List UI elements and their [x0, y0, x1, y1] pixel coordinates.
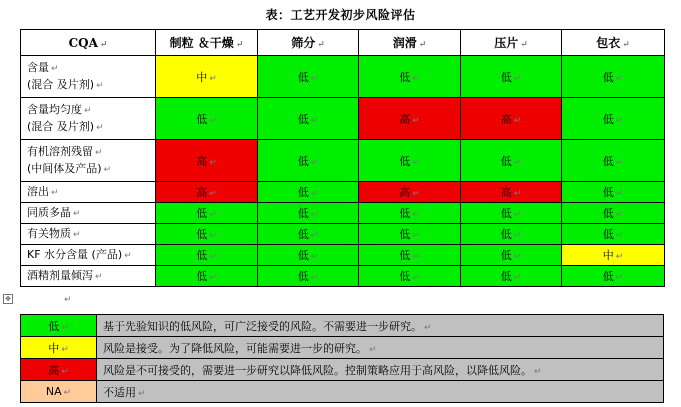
cqa-label: 有机溶剂残留 ↵	[27, 144, 103, 158]
legend-key: 中 ↵	[21, 337, 97, 359]
risk-level-cell: 低 ↵	[156, 224, 258, 245]
risk-level-cell: 低 ↵	[562, 203, 665, 224]
table-row	[21, 182, 665, 203]
legend-row	[21, 359, 664, 381]
risk-level-cell: 低 ↵	[258, 224, 359, 245]
risk-level-cell: 低 ↵	[156, 98, 258, 140]
risk-level-cell: 低 ↵	[258, 266, 359, 287]
cqa-label: 酒精剂量倾泻 ↵	[27, 268, 103, 282]
cqa-label: 有关物质 ↵	[27, 226, 81, 240]
cqa-label: KF 水分含量 (产品) ↵	[27, 247, 132, 261]
header-step: 压片 ↵	[461, 30, 562, 56]
legend-row	[21, 337, 664, 359]
risk-level-cell: 低 ↵	[461, 56, 562, 98]
cqa-label: 溶出 ↵	[27, 184, 59, 198]
legend-row	[21, 381, 664, 403]
cqa-cell	[21, 245, 156, 266]
legend-description: 基于先验知识的低风险，可广泛接受的风险。不需要进一步研究。 ↵	[97, 315, 664, 337]
risk-level-cell: 低 ↵	[156, 245, 258, 266]
risk-level-cell: 低 ↵	[461, 245, 562, 266]
risk-level-cell: 低 ↵	[258, 182, 359, 203]
risk-level-cell: 低 ↵	[562, 266, 665, 287]
legend-key: 高 ↵	[21, 359, 97, 381]
risk-level-cell: 低 ↵	[359, 56, 461, 98]
legend-description: 风险是接受。为了降低风险，可能需要进一步的研究。 ↵	[97, 337, 664, 359]
table-row	[21, 203, 665, 224]
cqa-cell	[21, 224, 156, 245]
risk-level-cell: 低 ↵	[258, 245, 359, 266]
risk-level-cell: 中 ↵	[156, 56, 258, 98]
header-step: 包衣 ↵	[562, 30, 665, 56]
legend-description: 风险是不可接受的，需要进一步研究以降低风险。控制策略应用于高风险，以降低风险。 ↵	[97, 359, 664, 381]
cqa-label: 含量均匀度 ↵	[27, 102, 92, 116]
risk-level-cell: 低 ↵	[156, 266, 258, 287]
cqa-cell	[21, 182, 156, 203]
cqa-label: (中间体及产品) ↵	[27, 161, 112, 175]
risk-level-cell: 高 ↵	[461, 98, 562, 140]
paragraph-mark: ↵	[64, 295, 72, 305]
risk-level-cell: 低 ↵	[359, 203, 461, 224]
table-row	[21, 98, 665, 140]
risk-level-cell: 高 ↵	[461, 182, 562, 203]
risk-level-cell: 低 ↵	[359, 224, 461, 245]
risk-level-cell: 低 ↵	[258, 56, 359, 98]
risk-level-cell: 低 ↵	[461, 140, 562, 182]
table-header-row	[21, 30, 665, 56]
cqa-label: 含量 ↵	[27, 60, 59, 74]
legend-row	[21, 315, 664, 337]
risk-level-cell: 低 ↵	[461, 266, 562, 287]
page-title: 表：工艺开发初步风险评估	[265, 8, 416, 22]
cqa-cell	[21, 203, 156, 224]
cqa-cell	[21, 266, 156, 287]
risk-level-cell: 中 ↵	[562, 245, 665, 266]
risk-level-cell: 低 ↵	[258, 98, 359, 140]
risk-level-cell: 低 ↵	[258, 203, 359, 224]
risk-level-cell: 低 ↵	[562, 224, 665, 245]
risk-level-cell: 高 ↵	[156, 182, 258, 203]
risk-level-cell: 低 ↵	[359, 140, 461, 182]
risk-level-cell: 低 ↵	[562, 98, 665, 140]
legend-description: 不适用 ↵	[97, 381, 664, 403]
risk-level-cell: 低 ↵	[156, 203, 258, 224]
table-row	[21, 266, 665, 287]
risk-level-cell: 低 ↵	[359, 245, 461, 266]
cqa-cell	[21, 56, 156, 98]
header-cqa: CQA ↵	[21, 30, 156, 56]
table-row	[21, 140, 665, 182]
cqa-cell	[21, 140, 156, 182]
legend-key: NA ↵	[21, 381, 97, 403]
legend-key: 低 ↵	[21, 315, 97, 337]
cqa-label: (混合 及片剂) ↵	[27, 77, 104, 91]
cqa-label: 同质多晶 ↵	[27, 205, 81, 219]
cqa-cell	[21, 98, 156, 140]
header-step: 润滑 ↵	[359, 30, 461, 56]
table-move-handle-icon[interactable]: ✥	[3, 294, 13, 304]
risk-level-cell: 低 ↵	[461, 203, 562, 224]
risk-assessment-table	[20, 29, 665, 287]
legend-table	[20, 314, 664, 403]
table-row	[21, 56, 665, 98]
risk-level-cell: 低 ↵	[258, 140, 359, 182]
cqa-label: (混合 及片剂) ↵	[27, 119, 104, 133]
risk-level-cell: 低 ↵	[562, 140, 665, 182]
risk-level-cell: 低 ↵	[562, 182, 665, 203]
risk-level-cell: 低 ↵	[562, 56, 665, 98]
risk-level-cell: 高 ↵	[156, 140, 258, 182]
header-step: 制粒 ＆干燥 ↵	[156, 30, 258, 56]
risk-level-cell: 低 ↵	[461, 224, 562, 245]
risk-level-cell: 高 ↵	[359, 98, 461, 140]
header-step: 筛分 ↵	[258, 30, 359, 56]
risk-level-cell: 低 ↵	[359, 266, 461, 287]
table-row	[21, 245, 665, 266]
risk-level-cell: 高 ↵	[359, 182, 461, 203]
table-row	[21, 224, 665, 245]
